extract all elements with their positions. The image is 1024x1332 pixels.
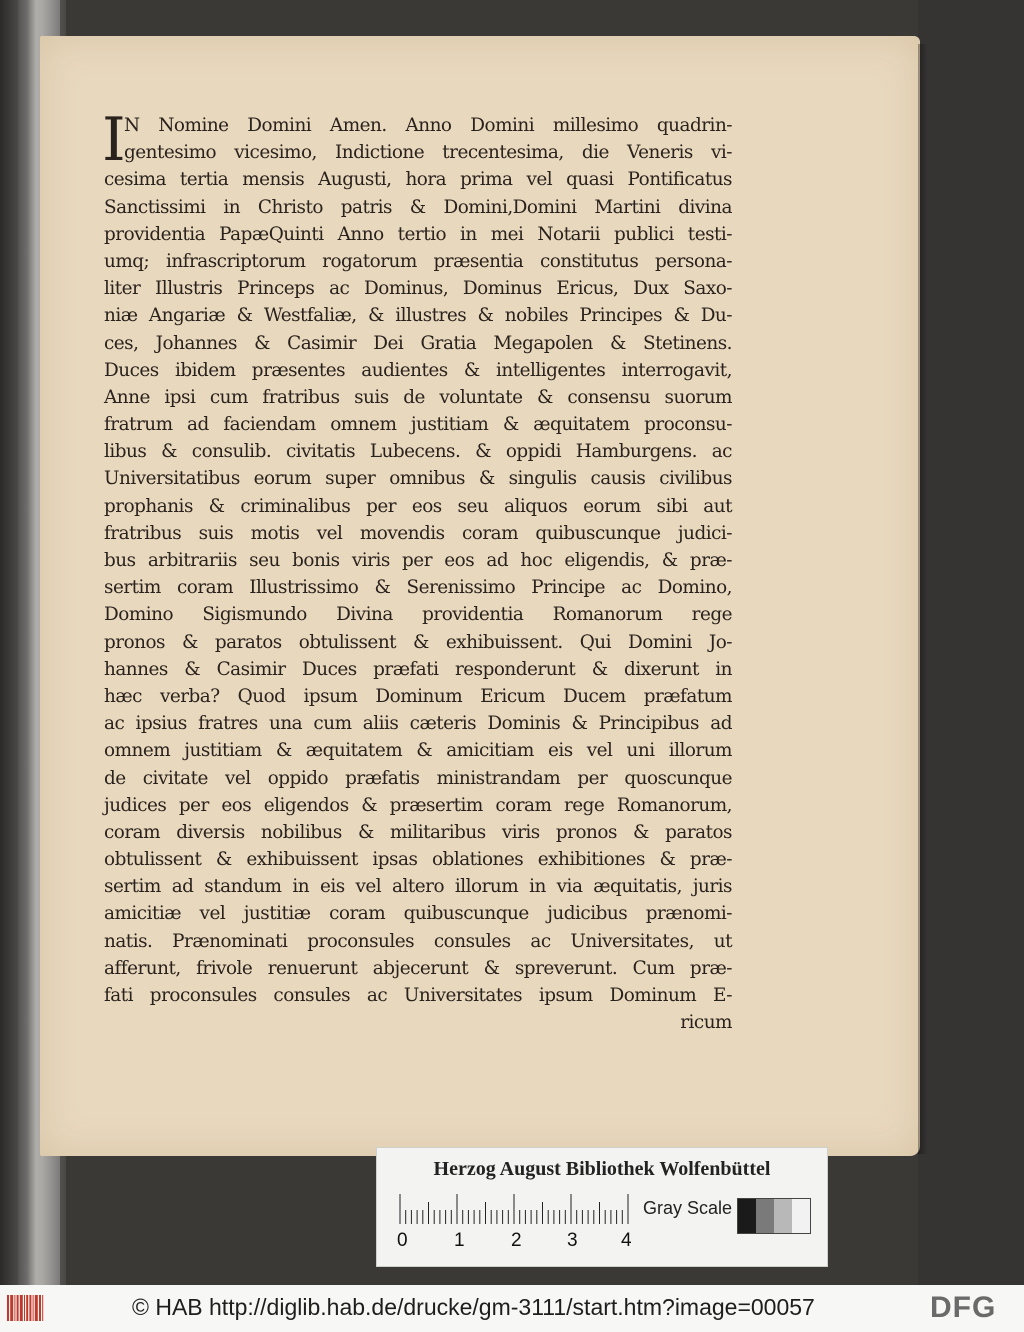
barcode-bar	[39, 1295, 41, 1321]
text-line: umq; infrascriptorum rogatorum præsentia constitutus persona-	[104, 250, 732, 272]
text-lines	[102, 105, 732, 1009]
barcode-bar	[29, 1295, 31, 1321]
gray-swatch-patch	[774, 1199, 792, 1233]
ruler-number: 3	[567, 1230, 578, 1251]
card-title: Herzog August Bibliothek Wolfenbüttel	[433, 1158, 771, 1180]
text-line: pronos & paratos obtulissent & exhibuissent. Qui Domini Jo-	[104, 631, 732, 653]
text-line: ces, Johannes & Casimir Dei Gratia Megapolen & Stetinens.	[104, 332, 732, 354]
text-line: Universitatibus eorum super omnibus & singulis causis civilibus	[104, 468, 732, 490]
ruler-scale	[399, 1194, 631, 1224]
text-line: de civitate vel oppido præfatis ministrandam per quoscunque	[104, 767, 732, 789]
ruler-number: 1	[454, 1230, 465, 1251]
text-line: Sanctissimi in Christo patris & Domini,Domini Martini divina	[104, 196, 732, 218]
text-line: Anne ipsi cum fratribus suis de voluntate & consensu suorum	[104, 386, 732, 408]
ruler-number: 2	[511, 1230, 522, 1251]
barcode-bar	[7, 1295, 9, 1321]
dfg-logo: DFG	[930, 1291, 997, 1324]
text-line: gentesimo vicesimo, Indictione trecentesima, die Veneris vi-	[124, 142, 732, 164]
barcode-bar	[26, 1295, 28, 1321]
gray-swatch-patch	[738, 1199, 756, 1233]
barcode-bar	[10, 1295, 13, 1321]
gray-scale-swatch	[737, 1198, 811, 1234]
text-line: prophanis & criminalibus per eos seu aliquos eorum sibi aut	[104, 495, 732, 517]
copyright-link[interactable]: © HAB http://diglib.hab.de/drucke/gm-3111/start.htm?image=00057	[132, 1294, 815, 1320]
text-line: providentia PapæQuinti Anno tertio in mei Notarii publici testi-	[104, 223, 732, 245]
text-line: judices per eos eligendos & præsertim coram rege Romanorum,	[104, 794, 732, 816]
gray-swatch-patch	[792, 1199, 810, 1233]
ruler-number: 4	[621, 1230, 632, 1251]
text-line: bus arbitrariis seu bonis viris per eos ad hoc eligendis, & præ-	[104, 550, 732, 571]
text-line: niæ Angariæ & Westfaliæ, & illustres & nobiles Principes & Du-	[104, 305, 732, 327]
text-line: natis. Prænominati proconsules consules ac Universitates, ut	[104, 930, 732, 952]
text-line: coram diversis nobilibus & militaribus viris pronos & paratos	[104, 821, 732, 843]
text-line: Duces ibidem præsentes audientes & intelligentes interrogavit,	[104, 359, 732, 381]
color-calibration-card	[376, 1147, 828, 1267]
drop-cap-initial: I	[102, 105, 126, 175]
text-line: Domino Sigismundo Divina providentia Romanorum rege	[104, 604, 732, 626]
barcode-bar	[35, 1295, 38, 1321]
text-line: ac ipsius fratres una cum aliis cæteris Dominis & Principibus ad	[104, 713, 732, 735]
text-line: fratribus suis motis vel movendis coram quibuscunque judici-	[104, 522, 732, 544]
text-line: hannes & Casimir Duces præfati responderunt & dixerunt in	[104, 658, 732, 680]
barcode-bar	[33, 1295, 34, 1321]
barcode-bar	[20, 1295, 23, 1321]
text-line: obtulissent & exhibuissent ipsas oblationes exhibitiones & præ-	[104, 849, 732, 871]
text-line: afferunt, frivole renuerunt abjecerunt & spreverunt. Cum præ-	[104, 957, 732, 979]
barcode-bar	[14, 1295, 15, 1321]
ruler-number: 0	[397, 1230, 408, 1251]
text-line: fati proconsules consules ac Universitates ipsum Dominum E-	[104, 985, 732, 1006]
backdrop-right	[918, 0, 1024, 1285]
barcode-bar	[24, 1295, 25, 1321]
text-line: N Nomine Domini Amen. Anno Domini millesimo quadrin-	[124, 115, 732, 136]
page-shadow	[918, 44, 928, 1154]
text-line: omnem justitiam & æquitatem & amicitiam eis vel uni illorum	[104, 740, 732, 762]
barcode-icon	[6, 1293, 46, 1323]
text-line: sertim coram Illustrissimo & Serenissimo Principe ac Domino,	[104, 577, 732, 599]
text-line: fratrum ad faciendam omnem justitiam & æquitatem proconsu-	[104, 414, 732, 436]
text-line: hæc verba? Quod ipsum Dominum Ericum Ducem præfatum	[104, 685, 732, 707]
gray-swatch-patch	[756, 1199, 774, 1233]
text-line: liter Illustris Princeps ac Dominus, Dominus Ericus, Dux Saxo-	[104, 278, 732, 300]
text-line: amicitiæ vel justitiæ coram quibuscunque judicibus prænomi-	[104, 903, 732, 925]
document-text	[102, 105, 732, 1036]
gray-scale-label: Gray Scale	[643, 1198, 733, 1218]
text-line: sertim ad standum in eis vel altero illorum in via æquitatis, juris	[104, 876, 732, 898]
catchword: ricum	[680, 1012, 732, 1034]
text-line: libus & consulib. civitatis Lubecens. & oppidi Hamburgens. ac	[104, 441, 732, 463]
footer-bar	[0, 1285, 1024, 1332]
text-line: cesima tertia mensis Augusti, hora prima vel quasi Pontificatus	[104, 169, 732, 191]
barcode-bar	[42, 1295, 43, 1321]
barcode-bar	[17, 1295, 19, 1321]
